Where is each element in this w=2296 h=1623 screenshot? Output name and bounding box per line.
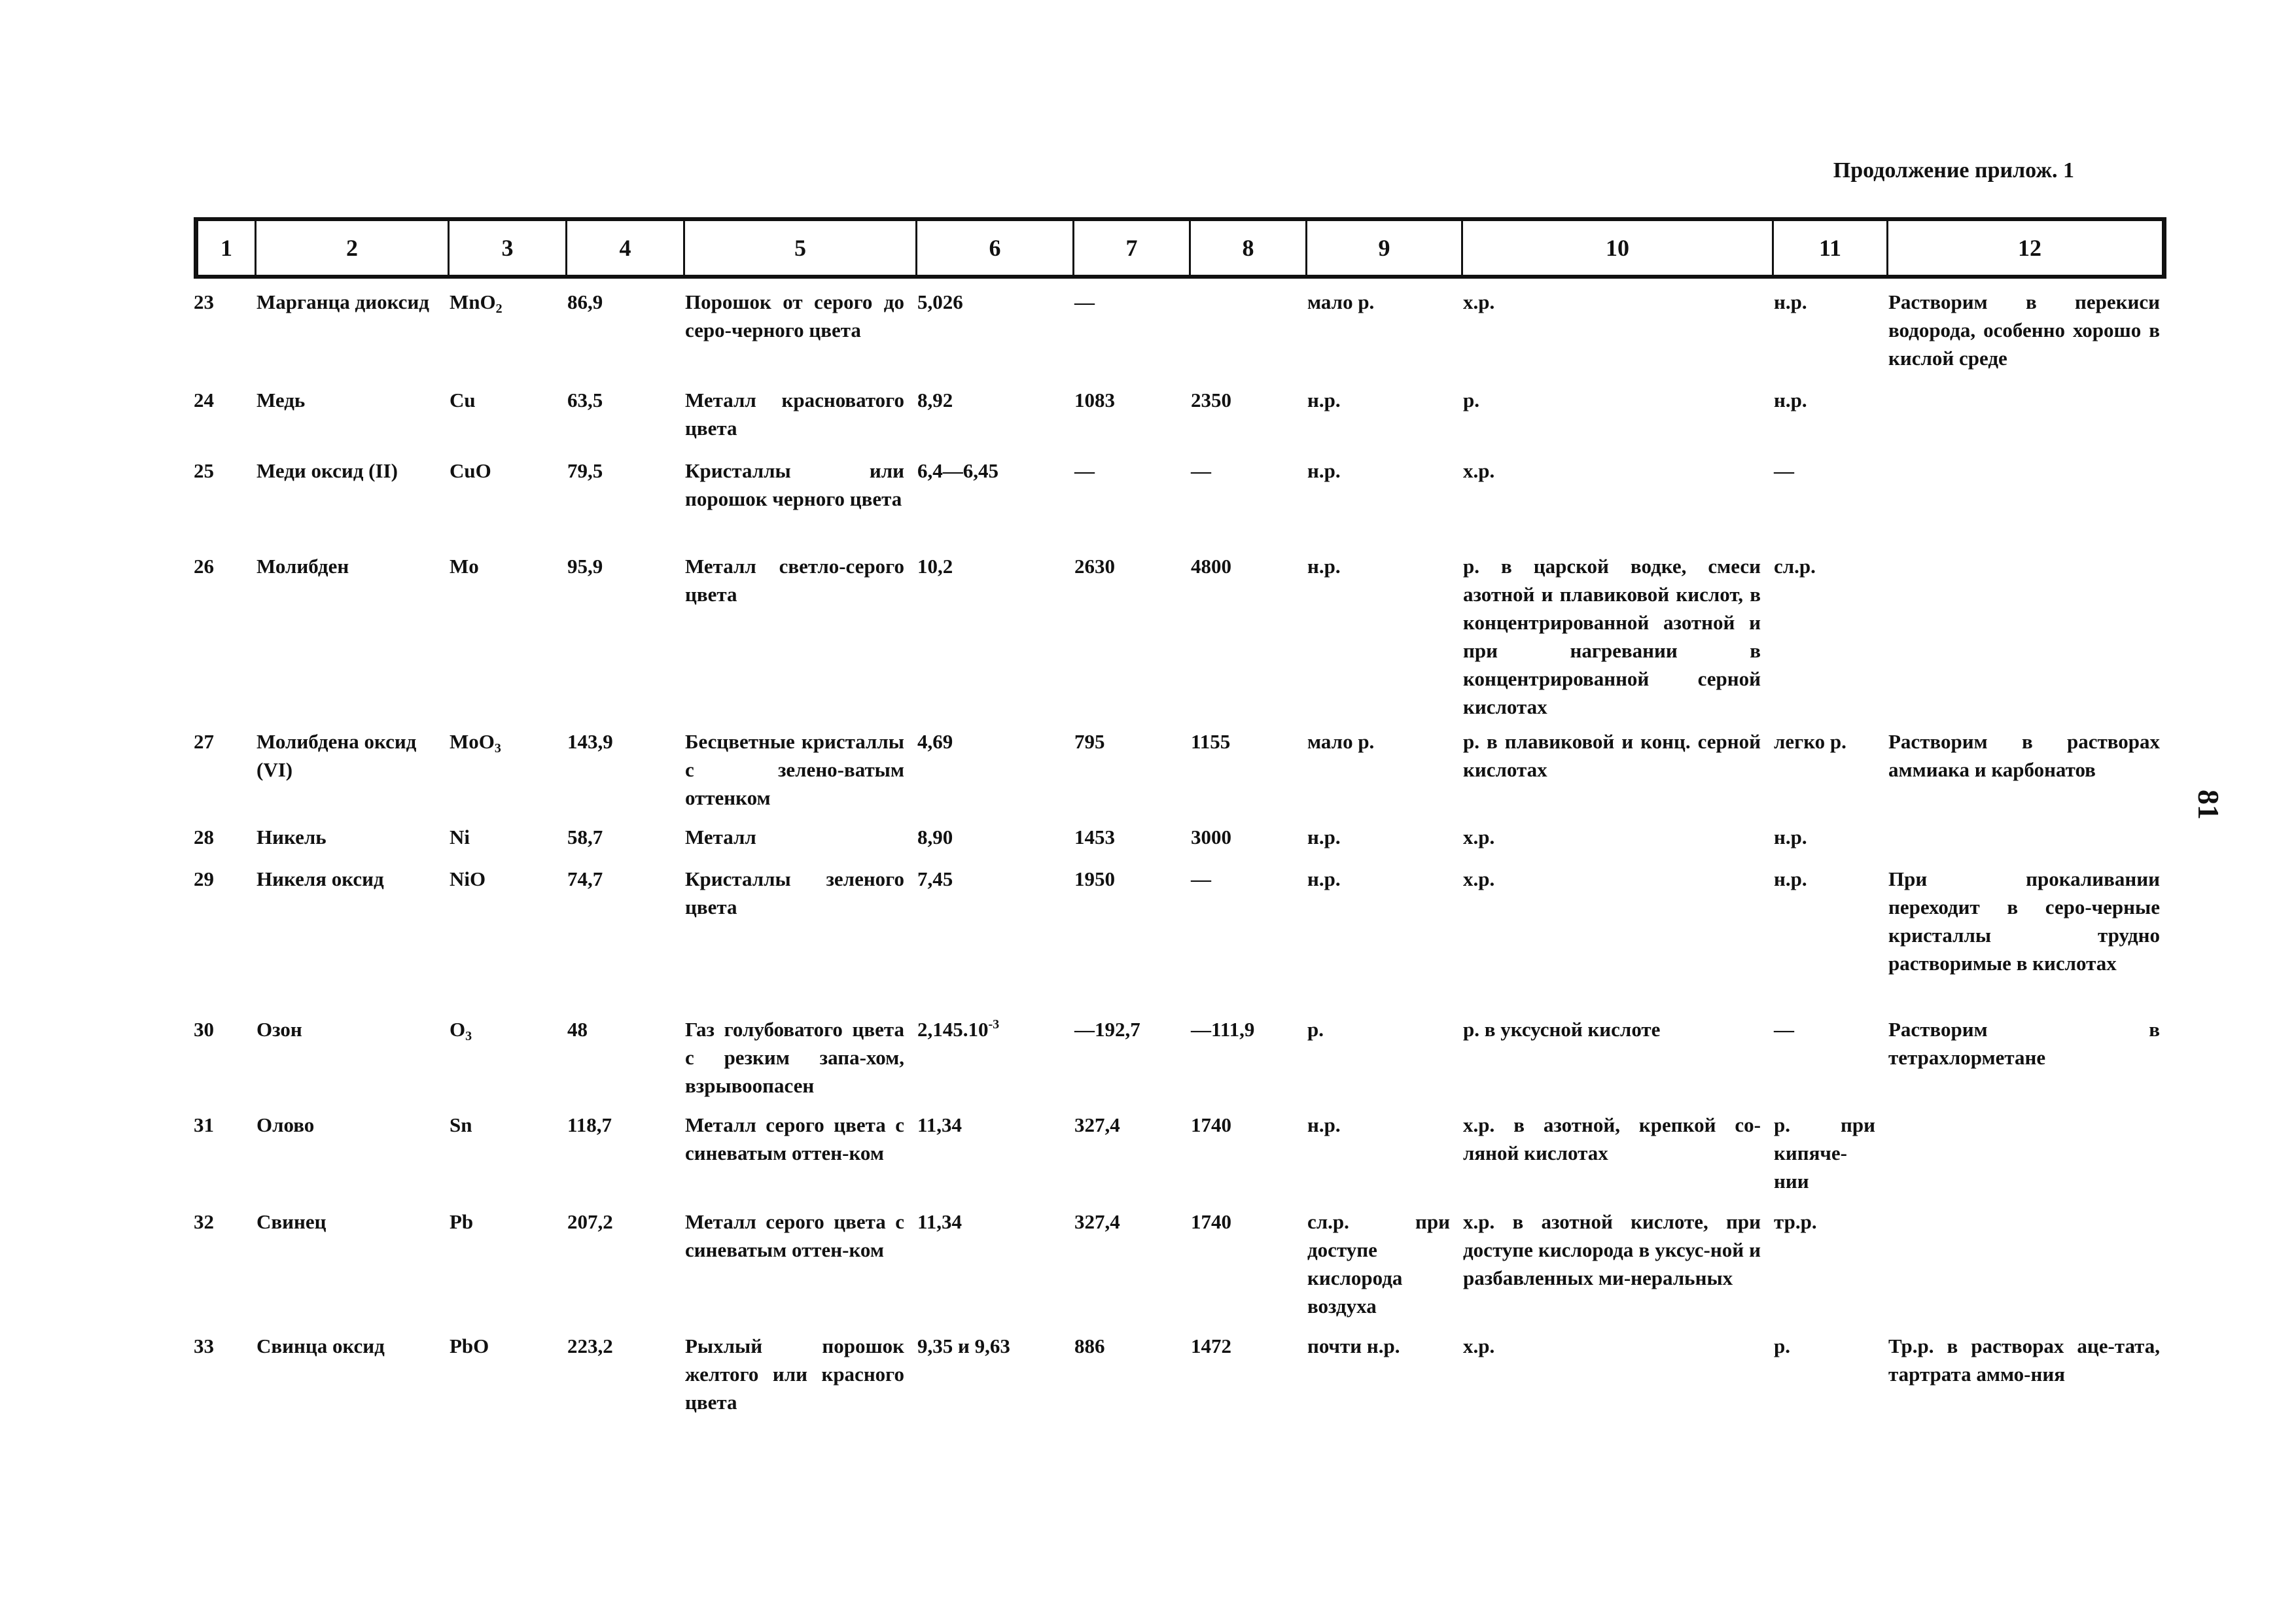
table-row [194, 1208, 2166, 1332]
molar-mass-cell [561, 552, 679, 727]
note-cell [1882, 1111, 2166, 1208]
description: Металл красноватого цвета [685, 389, 904, 440]
header-cell-4: 4 [565, 221, 683, 275]
alkali-solubility: — [1774, 1018, 1794, 1041]
acid-solubility: х.р. [1463, 826, 1495, 848]
melting-point-cell [1068, 823, 1184, 865]
boiling-point: 3000 [1191, 826, 1231, 848]
alkali-solubility: н.р. [1774, 826, 1807, 848]
acid-solubility: х.р. [1463, 1335, 1495, 1357]
water-solubility-cell [1301, 457, 1457, 552]
description-cell [679, 288, 911, 386]
description-cell [679, 552, 911, 727]
description: Металл серого цвета с синеватым оттен-ком [685, 1210, 904, 1261]
boiling-point: 1740 [1191, 1210, 1231, 1233]
header-cell-5: 5 [683, 221, 915, 275]
acid-solubility-cell [1457, 386, 1767, 457]
melting-point: 1083 [1074, 389, 1115, 411]
density: 7,45 [917, 867, 953, 890]
formula-subscript: 2 [495, 302, 503, 316]
row-number: 32 [194, 1210, 214, 1233]
substance-name: Медь [256, 389, 306, 411]
density-cell [911, 1111, 1068, 1208]
description: Рыхлый порошок желтого или красного цвета [685, 1335, 904, 1414]
formula-cell [443, 1332, 561, 1430]
formula-cell [443, 457, 561, 552]
substance-name: Молибден [256, 555, 349, 578]
molar-mass-cell [561, 1015, 679, 1111]
boiling-point-cell [1184, 457, 1301, 552]
density-cell [911, 865, 1068, 1015]
water-solubility-cell [1301, 1111, 1457, 1208]
alkali-solubility-cell [1767, 1332, 1882, 1430]
note: Растворим в перекиси водорода, особенно хорошо в кислой среде [1888, 290, 2160, 370]
density-cell [911, 552, 1068, 727]
header-cell-3: 3 [448, 221, 565, 275]
boiling-point: 4800 [1191, 555, 1231, 578]
formula: O [450, 1018, 466, 1041]
boiling-point: — [1191, 459, 1211, 482]
formula-subscript: 3 [494, 741, 501, 756]
density: 11,34 [917, 1113, 963, 1136]
molar-mass: 143,9 [567, 730, 613, 753]
table-row [194, 457, 2166, 552]
melting-point: 1950 [1074, 867, 1115, 890]
boiling-point-cell [1184, 823, 1301, 865]
substance-name: Свинец [256, 1210, 327, 1233]
density-cell [911, 1208, 1068, 1332]
row-number: 28 [194, 826, 214, 848]
acid-solubility: х.р. [1463, 459, 1495, 482]
molar-mass-cell [561, 1332, 679, 1430]
molar-mass: 95,9 [567, 555, 603, 578]
melting-point: —192,7 [1074, 1018, 1140, 1041]
acid-solubility: х.р. [1463, 290, 1495, 313]
water-solubility: сл.р. при доступе кислорода воздуха [1307, 1210, 1450, 1318]
description-cell [679, 865, 911, 1015]
boiling-point-cell [1184, 1208, 1301, 1332]
molar-mass: 58,7 [567, 826, 603, 848]
note: Растворим в растворах аммиака и карбонатов [1888, 730, 2160, 781]
density-cell [911, 288, 1068, 386]
density: 5,026 [917, 290, 963, 313]
water-solubility: н.р. [1307, 1113, 1341, 1136]
acid-solubility-cell [1457, 552, 1767, 727]
description-cell [679, 1208, 911, 1332]
row-number-cell [194, 288, 250, 386]
note-cell [1882, 823, 2166, 865]
alkali-solubility: сл.р. [1774, 555, 1816, 578]
molar-mass: 48 [567, 1018, 588, 1041]
acid-solubility: х.р. [1463, 867, 1495, 890]
substance-name-cell [250, 386, 443, 457]
water-solubility-cell [1301, 288, 1457, 386]
substance-name-cell [250, 1015, 443, 1111]
note-cell [1882, 288, 2166, 386]
substance-name-cell [250, 1208, 443, 1332]
substance-name-cell [250, 288, 443, 386]
density-cell [911, 386, 1068, 457]
substance-name: Молибдена оксид (VI) [256, 730, 417, 781]
molar-mass-cell [561, 386, 679, 457]
row-number: 27 [194, 730, 214, 753]
continuation-label: Продолжение прилож. 1 [1833, 158, 2074, 183]
table-row [194, 1111, 2166, 1208]
alkali-solubility: н.р. [1774, 389, 1807, 411]
substance-name: Олово [256, 1113, 315, 1136]
substance-name: Свинца оксид [256, 1335, 385, 1357]
acid-solubility-cell [1457, 457, 1767, 552]
row-number: 30 [194, 1018, 214, 1041]
formula-cell [443, 865, 561, 1015]
density: 10,2 [917, 555, 953, 578]
boiling-point: 1740 [1191, 1113, 1231, 1136]
water-solubility: н.р. [1307, 389, 1341, 411]
melting-point: — [1074, 290, 1095, 313]
formula: NiO [450, 867, 486, 890]
formula: MoO [450, 730, 495, 753]
alkali-solubility-cell [1767, 1111, 1882, 1208]
water-solubility-cell [1301, 865, 1457, 1015]
density: 2,145.10 [917, 1018, 989, 1041]
acid-solubility: х.р. в азотной, крепкой со-ляной кислотах [1463, 1113, 1761, 1164]
boiling-point-cell [1184, 1111, 1301, 1208]
description-cell [679, 457, 911, 552]
acid-solubility-cell [1457, 727, 1767, 823]
description-cell [679, 823, 911, 865]
row-number: 31 [194, 1113, 214, 1136]
alkali-solubility-cell [1767, 457, 1882, 552]
description: Газ голубоватого цвета с резким запа-хом, взрывоопасен [685, 1018, 904, 1097]
melting-point-cell [1068, 288, 1184, 386]
note-cell [1882, 1332, 2166, 1430]
melting-point-cell [1068, 457, 1184, 552]
density-cell [911, 1332, 1068, 1430]
alkali-solubility-cell [1767, 552, 1882, 727]
substance-name: Никель [256, 826, 327, 848]
alkali-solubility: р. [1774, 1335, 1790, 1357]
molar-mass: 63,5 [567, 389, 603, 411]
substance-name-cell [250, 727, 443, 823]
acid-solubility-cell [1457, 1111, 1767, 1208]
formula: Cu [450, 389, 476, 411]
boiling-point-cell [1184, 727, 1301, 823]
row-number: 33 [194, 1335, 214, 1357]
description-cell [679, 1111, 911, 1208]
alkali-solubility-cell [1767, 727, 1882, 823]
alkali-solubility: р. при кипяче-нии [1774, 1113, 1875, 1193]
formula-cell [443, 727, 561, 823]
row-number: 25 [194, 459, 214, 482]
page-number: 81 [2192, 790, 2225, 820]
density: 4,69 [917, 730, 953, 753]
water-solubility: н.р. [1307, 459, 1341, 482]
density: 6,4—6,45 [917, 459, 998, 482]
boiling-point-cell [1184, 288, 1301, 386]
formula-subscript: 3 [465, 1029, 472, 1043]
acid-solubility-cell [1457, 823, 1767, 865]
description-cell [679, 727, 911, 823]
substance-name-cell [250, 1111, 443, 1208]
density-cell [911, 727, 1068, 823]
formula: Sn [450, 1113, 472, 1136]
acid-solubility-cell [1457, 1208, 1767, 1332]
acid-solubility-cell [1457, 288, 1767, 386]
alkali-solubility: — [1774, 459, 1794, 482]
table-row [194, 1332, 2166, 1430]
row-number-cell [194, 386, 250, 457]
melting-point-cell [1068, 552, 1184, 727]
boiling-point: 1472 [1191, 1335, 1231, 1357]
melting-point: 2630 [1074, 555, 1115, 578]
melting-point: 327,4 [1074, 1113, 1120, 1136]
molar-mass: 86,9 [567, 290, 603, 313]
acid-solubility: р. в царской водке, смеси азотной и плавиковой кислот, в концентрированной азотной и при нагревании в концентрированной серной кислотах [1463, 555, 1761, 718]
molar-mass-cell [561, 457, 679, 552]
note-cell [1882, 1208, 2166, 1332]
table-row [194, 727, 2166, 823]
substance-name: Марганца диоксид [256, 290, 429, 313]
formula: Pb [450, 1210, 474, 1233]
table-header [194, 217, 2166, 279]
row-number-cell [194, 727, 250, 823]
row-number-cell [194, 823, 250, 865]
melting-point: 1453 [1074, 826, 1115, 848]
melting-point-cell [1068, 386, 1184, 457]
molar-mass: 118,7 [567, 1113, 612, 1136]
note: При прокаливании переходит в серо-черные кристаллы трудно растворимые в кислотах [1888, 867, 2160, 975]
acid-solubility-cell [1457, 1332, 1767, 1430]
formula: PbO [450, 1335, 489, 1357]
boiling-point-cell [1184, 552, 1301, 727]
note: Тр.р. в растворах аце-тата, тартрата аммо-ния [1888, 1335, 2160, 1386]
table-row [194, 1015, 2166, 1111]
water-solubility: мало р. [1307, 290, 1375, 313]
note-cell [1882, 386, 2166, 457]
molar-mass-cell [561, 1208, 679, 1332]
formula-cell [443, 1208, 561, 1332]
formula-cell [443, 288, 561, 386]
header-cell-8: 8 [1189, 221, 1305, 275]
description: Кристаллы зеленого цвета [685, 867, 904, 918]
substance-name-cell [250, 457, 443, 552]
header-cell-11: 11 [1772, 221, 1886, 275]
substance-name: Никеля оксид [256, 867, 384, 890]
acid-solubility: х.р. в азотной кислоте, при доступе кислорода в уксус-ной и разбавленных ми-неральных [1463, 1210, 1761, 1289]
formula: Mo [450, 555, 479, 578]
header-cell-1: 1 [221, 235, 232, 261]
table-row [194, 552, 2166, 727]
alkali-solubility-cell [1767, 823, 1882, 865]
density: 11,34 [917, 1210, 963, 1233]
density-cell [911, 823, 1068, 865]
table-row [194, 823, 2166, 865]
water-solubility-cell [1301, 823, 1457, 865]
boiling-point: — [1191, 867, 1211, 890]
substance-name: Меди оксид (II) [256, 459, 398, 482]
water-solubility: почти н.р. [1307, 1335, 1400, 1357]
substance-name-cell [250, 552, 443, 727]
boiling-point-cell [1184, 865, 1301, 1015]
alkali-solubility-cell [1767, 1208, 1882, 1332]
substance-name-cell [250, 823, 443, 865]
molar-mass-cell [561, 823, 679, 865]
properties-table [194, 217, 2166, 1414]
melting-point: 795 [1074, 730, 1105, 753]
row-number-cell [194, 457, 250, 552]
header-cell-10: 10 [1461, 221, 1772, 275]
note-cell [1882, 1015, 2166, 1111]
boiling-point-cell [1184, 386, 1301, 457]
water-solubility-cell [1301, 552, 1457, 727]
alkali-solubility: н.р. [1774, 290, 1807, 313]
boiling-point-cell [1184, 1015, 1301, 1111]
note-cell [1882, 727, 2166, 823]
description-cell [679, 1332, 911, 1430]
alkali-solubility-cell [1767, 386, 1882, 457]
formula-cell [443, 552, 561, 727]
boiling-point: —111,9 [1191, 1018, 1255, 1041]
water-solubility-cell [1301, 386, 1457, 457]
molar-mass: 79,5 [567, 459, 603, 482]
formula-cell [443, 823, 561, 865]
acid-solubility-cell [1457, 865, 1767, 1015]
density-cell [911, 457, 1068, 552]
water-solubility-cell [1301, 1015, 1457, 1111]
acid-solubility-cell [1457, 1015, 1767, 1111]
water-solubility-cell [1301, 727, 1457, 823]
density: 8,92 [917, 389, 953, 411]
water-solubility-cell [1301, 1208, 1457, 1332]
note-cell [1882, 457, 2166, 552]
water-solubility: р. [1307, 1018, 1324, 1041]
formula: Ni [450, 826, 470, 848]
header-cell-2: 2 [255, 221, 448, 275]
row-number-cell [194, 865, 250, 1015]
note-cell [1882, 552, 2166, 727]
substance-name-cell [250, 1332, 443, 1430]
note-cell [1882, 865, 2166, 1015]
melting-point: 886 [1074, 1335, 1105, 1357]
melting-point: — [1074, 459, 1095, 482]
description: Металл серого цвета с синеватым оттен-ком [685, 1113, 904, 1164]
density-exponent: -3 [988, 1017, 1000, 1032]
density: 9,35 и 9,63 [917, 1335, 1010, 1357]
melting-point: 327,4 [1074, 1210, 1120, 1233]
melting-point-cell [1068, 1015, 1184, 1111]
row-number: 23 [194, 290, 214, 313]
note: Растворим в тетрахлорметане [1888, 1018, 2160, 1069]
melting-point-cell [1068, 1208, 1184, 1332]
density: 8,90 [917, 826, 953, 848]
molar-mass-cell [561, 727, 679, 823]
alkali-solubility: легко р. [1774, 730, 1846, 753]
substance-name: Озон [256, 1018, 302, 1041]
molar-mass-cell [561, 1111, 679, 1208]
description: Металл светло-серого цвета [685, 555, 904, 606]
water-solubility-cell [1301, 1332, 1457, 1430]
molar-mass-cell [561, 865, 679, 1015]
water-solubility: н.р. [1307, 555, 1341, 578]
molar-mass: 207,2 [567, 1210, 613, 1233]
table-row [194, 288, 2166, 386]
description: Кристаллы или порошок черного цвета [685, 459, 904, 510]
header-cell-9: 9 [1305, 221, 1461, 275]
water-solubility: н.р. [1307, 826, 1341, 848]
description: Металл [685, 826, 756, 848]
alkali-solubility: тр.р. [1774, 1210, 1817, 1233]
formula: MnO [450, 290, 496, 313]
row-number: 29 [194, 867, 214, 890]
row-number-cell [194, 552, 250, 727]
formula: CuO [450, 459, 491, 482]
row-number-cell [194, 1208, 250, 1332]
row-number: 26 [194, 555, 214, 578]
formula-cell [443, 1111, 561, 1208]
header-cell-7: 7 [1072, 221, 1189, 275]
substance-name-cell [250, 865, 443, 1015]
description: Порошок от серого до серо-черного цвета [685, 290, 904, 341]
melting-point-cell [1068, 1111, 1184, 1208]
header-cell-6: 6 [915, 221, 1072, 275]
header-cell-12: 12 [1886, 221, 2171, 275]
boiling-point-cell [1184, 1332, 1301, 1430]
molar-mass: 223,2 [567, 1335, 613, 1357]
row-number: 24 [194, 389, 214, 411]
row-number-cell [194, 1111, 250, 1208]
table-row [194, 386, 2166, 457]
boiling-point: 1155 [1191, 730, 1231, 753]
melting-point-cell [1068, 727, 1184, 823]
acid-solubility: р. в уксусной кислоте [1463, 1018, 1661, 1041]
alkali-solubility-cell [1767, 1015, 1882, 1111]
density-cell [911, 1015, 1068, 1111]
melting-point-cell [1068, 1332, 1184, 1430]
row-number-cell [194, 1015, 250, 1111]
boiling-point: 2350 [1191, 389, 1231, 411]
molar-mass: 74,7 [567, 867, 603, 890]
melting-point-cell [1068, 865, 1184, 1015]
table-row [194, 865, 2166, 1015]
alkali-solubility-cell [1767, 865, 1882, 1015]
molar-mass-cell [561, 288, 679, 386]
alkali-solubility-cell [1767, 288, 1882, 386]
description-cell [679, 386, 911, 457]
row-number-cell [194, 1332, 250, 1430]
alkali-solubility: н.р. [1774, 867, 1807, 890]
formula-cell [443, 386, 561, 457]
description-cell [679, 1015, 911, 1111]
acid-solubility: р. в плавиковой и конц. серной кислотах [1463, 730, 1761, 781]
water-solubility: мало р. [1307, 730, 1375, 753]
formula-cell [443, 1015, 561, 1111]
description: Бесцветные кристаллы с зелено-ватым оттенком [685, 730, 904, 809]
acid-solubility: р. [1463, 389, 1479, 411]
water-solubility: н.р. [1307, 867, 1341, 890]
